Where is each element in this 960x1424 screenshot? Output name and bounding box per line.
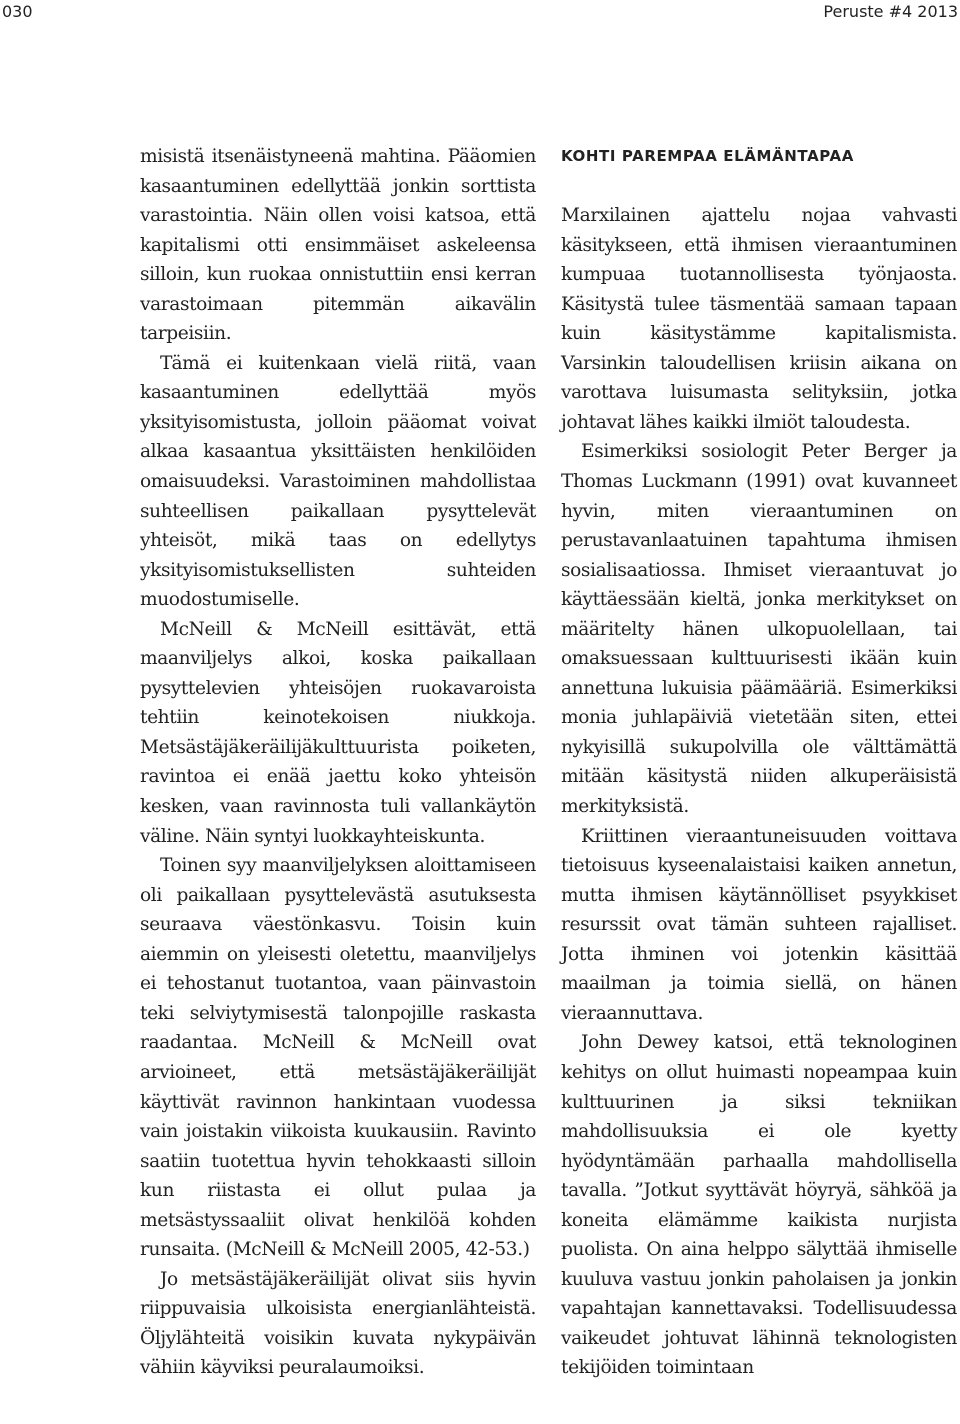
right-column (561, 142, 957, 1383)
right-paragraph-1: Marxilainen ajattelu nojaa vahvasti käsitykseen, että ihmisen vieraantuminen kumpuaa tuotannollisesta työnjaosta. Käsitystä tulee täsmentää samaan tapaan kuin käsitystämme kapitalismista. Varsinkin taloudellisen kriisin aikana on varottava luisumasta selityksiin, jotka johtavat lähes kaikki ilmiöt taloudesta. (561, 205, 957, 433)
left-paragraph-3: McNeill & McNeill esittävät, että maanviljelys alkoi, koska paikallaan pysyttelevien yhteisöjen ruokavaroista tehtiin keinotekoisen niukkoja. Metsästäjäkeräilijäkulttuurista poiketen, ravintoa ei enää jaettu koko yhteisön kesken, vaan ravinnosta tuli vallankäytön väline. Näin syntyi luokkayhteiskunta. (140, 618, 536, 847)
page-number: 030 (2, 2, 33, 21)
right-paragraph-3: Kriittinen vieraantuneisuuden voittava tietoisuus kyseenalaistaisi kaiken annetun, mutta ihmisen käytännölliset psyykkiset resurssit ovat tämän suhteen rajalliset. Jotta ihminen voi jotenkin käsittää maailman ja toimia siellä, on hänen vieraannuttava. (561, 825, 957, 1024)
section-heading: KOHTI PAREMPAA ELÄMÄNTAPAA (561, 147, 854, 165)
left-column (140, 142, 536, 1383)
left-paragraph-4: Toinen syy maanviljelyksen aloittamiseen oli paikallaan pysyttelevästä asutuksesta seuraava väestönkasvu. Toisin kuin aiemmin on yleisesti oletettu, maanviljelys ei tehostanut tuotantoa, vaan päinvastoin teki selviytymisestä talonpojille raskasta raadantaa. McNeill & McNeill ovat arvioineet, että metsästäjäkeräilijät käyttivät ravinnon hankintaan vuodessa vain joistakin viikoista kuukausiin. Ravinto saatiin tuotettua hyvin tehokkaasti silloin kun riistasta ei ollut pulaa ja metsästyssaaliit olivat henkilöä kohden runsaita. (McNeill & McNeill 2005, 42-53.) (140, 855, 536, 1261)
left-paragraph-2: Tämä ei kuitenkaan vielä riitä, vaan kasaantuminen edellyttää myös yksityisomistusta, jolloin pääomat voivat alkaa kasaantua yksittäisten henkilöiden omaisuudeksi. Varastoiminen mahdollistaa suhteellisen paikallaan pysyttelevät yhteisöt, mikä taas on edellytys yksityisomistuksellisten suhteiden muodostumiselle. (140, 352, 536, 611)
right-paragraph-2: Esimerkiksi sosiologit Peter Berger ja Thomas Luckmann (1991) ovat kuvanneet hyvin, miten vieraantuminen on perustavanlaatuinen tapahtuma ihmisen sosialisaatiossa. Ihmiset vieraantuvat jo käyttäessään kieltä, jonka merkitykset on määritelty hänen ulkopuolellaan, tai omaksuessaan kulttuurisesti ikään kuin annettuna lukuisia päämääriä. Esimerkiksi monia juhlapäiviä vietetään siten, ettei nykyisillä sukupolvilla ole välttämättä mitään käsitystä niiden alkuperäisistä merkityksistä. (561, 441, 957, 818)
journal-issue: Peruste #4 2013 (823, 2, 958, 21)
left-paragraph-5: Jo metsästäjäkeräilijät olivat siis hyvin riippuvaisia ulkoisista energianlähteistä. Öljylähteitä voisikin kuvata nykypäivän vähiin käyviksi peuralaumoiksi. (140, 1268, 536, 1379)
left-paragraph-1: misistä itsenäistyneenä mahtina. Pääomien kasaantuminen edellyttää jonkin sorttista varastointia. Näin ollen voisi katsoa, että kapitalismi otti ensimmäiset askeleensa silloin, kun ruokaa onnistuttiin ensi kerran varastoimaan pitemmän aikavälin tarpeisiin. (140, 146, 536, 345)
right-paragraph-4: John Dewey katsoi, että teknologinen kehitys on ollut huimasti nopeampaa kuin kulttuurinen ja siksi tekniikan mahdollisuuksia ei ole kyetty hyödyntämään parhaalla mahdollisella tavalla. ”Jotkut syyttävät höyryä, sähköä ja koneita elämämme kaikista nurjista puolista. On aina helppo sälyttää ihmiselle kuuluva vastuu jonkin paholaisen ja jonkin vapahtajan kannettavaksi. Todellisuudessa vaikeudet johtuvat lähinnä teknologisten tekijöiden toimintaan (561, 1032, 957, 1379)
